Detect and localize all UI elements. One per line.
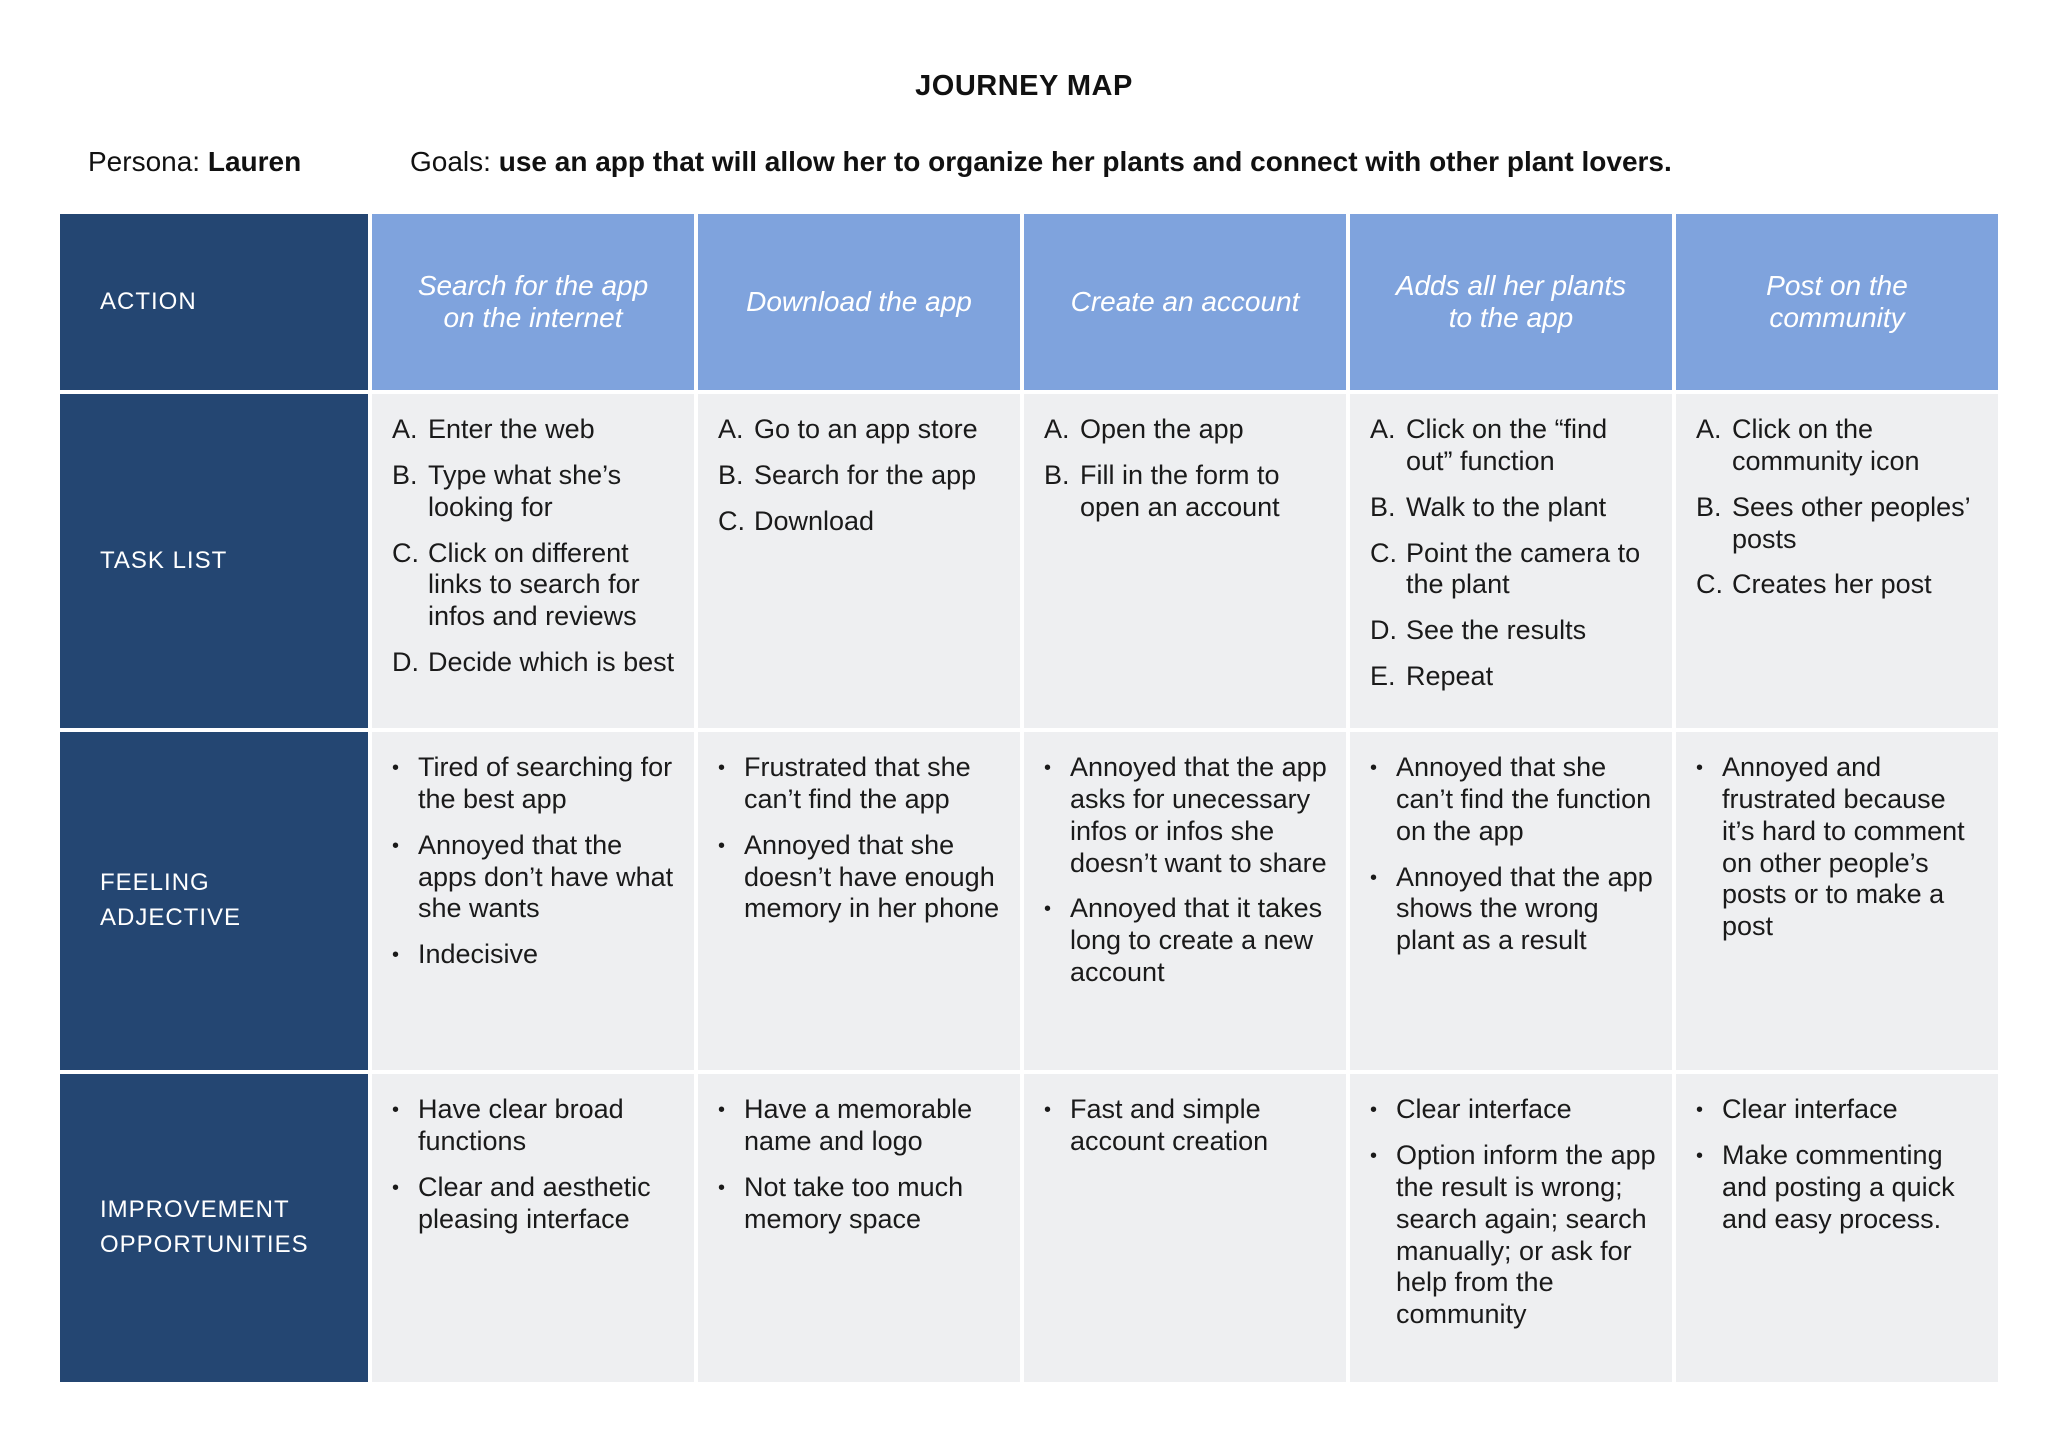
- persona-name: Lauren: [207, 146, 302, 177]
- bullet-icon: •: [1696, 757, 1704, 779]
- task-text: Search for the app: [754, 459, 977, 490]
- feeling-list: [1696, 752, 1984, 943]
- task-cell: [1024, 394, 1346, 728]
- improvement-list: [718, 1094, 1006, 1235]
- action-header-5: [1676, 214, 1998, 390]
- action-line2: on the internet: [443, 302, 623, 333]
- task-item: [1370, 492, 1658, 524]
- improvement-list: [1370, 1094, 1658, 1331]
- bullet-icon: •: [392, 1176, 400, 1199]
- feeling-list: [1044, 752, 1332, 989]
- bullet-icon: •: [392, 757, 400, 779]
- bullet-icon: •: [718, 757, 726, 779]
- task-letter: C.: [392, 537, 419, 568]
- bullet-text: Not take too much memory space: [744, 1171, 964, 1234]
- bullet-text: Annoyed that the app shows the wrong plant as a result: [1396, 861, 1653, 956]
- task-text: See the results: [1406, 615, 1587, 646]
- bullet-icon: •: [1370, 866, 1378, 889]
- row-label-line2: ADJECTIVE: [100, 904, 242, 931]
- bullet-item: [1044, 1094, 1332, 1158]
- improvement-cell: [372, 1074, 694, 1382]
- bullet-icon: •: [1370, 1099, 1378, 1121]
- journey-map-table: [60, 214, 1996, 1374]
- task-letter: C.: [1370, 537, 1397, 568]
- task-letter: B.: [392, 459, 418, 490]
- action-line1: Download the app: [746, 285, 972, 317]
- task-cell: [1676, 394, 1998, 728]
- bullet-icon: •: [1044, 757, 1052, 779]
- row-label-action-text: ACTION: [100, 287, 197, 315]
- bullet-text: Clear and aesthetic pleasing interface: [418, 1171, 651, 1234]
- bullet-icon: •: [1044, 898, 1052, 921]
- task-letter: B.: [1044, 459, 1070, 490]
- feeling-list: [1370, 752, 1658, 957]
- task-letter: D.: [1370, 615, 1397, 646]
- bullet-icon: •: [1044, 1099, 1052, 1121]
- improvement-cell: [1024, 1074, 1346, 1382]
- task-text: Download: [754, 505, 875, 536]
- action-line2: community: [1769, 302, 1905, 333]
- task-list: [1044, 414, 1332, 524]
- task-text: Decide which is best: [428, 647, 675, 678]
- row-label-line1: FEELING: [100, 869, 210, 897]
- feeling-cell: [1676, 732, 1998, 1070]
- action-line1: Adds all her plants: [1395, 269, 1627, 301]
- feeling-cell: [698, 732, 1020, 1070]
- improvement-cell: [1676, 1074, 1998, 1382]
- task-cell: [372, 394, 694, 728]
- action-line2: to the app: [1448, 302, 1574, 333]
- task-letter: B.: [718, 459, 744, 490]
- bullet-item: [718, 1172, 1006, 1236]
- task-letter: B.: [1370, 491, 1396, 522]
- row-label-line1: IMPROVEMENT: [100, 1196, 290, 1224]
- bullet-icon: •: [718, 834, 726, 857]
- row-label-action: [60, 214, 368, 390]
- bullet-item: [1370, 752, 1658, 848]
- row-label-task-list: [60, 394, 368, 728]
- page-title: JOURNEY MAP: [915, 70, 1133, 102]
- task-text: Click on the community icon: [1732, 414, 1920, 476]
- bullet-icon: •: [1370, 1145, 1378, 1167]
- task-text: Click on the “find out” function: [1406, 414, 1608, 476]
- bullet-item: [1696, 1140, 1984, 1236]
- task-text: Click on different links to search for infos and reviews: [428, 537, 640, 632]
- task-text: Creates her post: [1732, 569, 1932, 600]
- bullet-text: Have a memorable name and logo: [744, 1094, 973, 1156]
- bullet-icon: •: [1696, 1099, 1704, 1121]
- bullet-text: Annoyed that the apps don’t have what she wants: [418, 829, 674, 924]
- task-item: [392, 538, 680, 634]
- bullet-text: Indecisive: [418, 939, 539, 970]
- action-header-3: [1024, 214, 1346, 390]
- goals: [410, 146, 1672, 178]
- task-text: Open the app: [1080, 414, 1244, 444]
- task-text: Go to an app store: [754, 414, 978, 444]
- task-item: [718, 506, 1006, 538]
- improvement-list: [1044, 1094, 1332, 1158]
- bullet-item: [718, 1094, 1006, 1158]
- task-letter: A.: [1696, 414, 1722, 444]
- task-item: [1370, 615, 1658, 647]
- row-label-improvement-opportunities: [60, 1074, 368, 1382]
- task-cell: [1350, 394, 1672, 728]
- task-item: [392, 414, 680, 446]
- bullet-item: [392, 830, 680, 926]
- bullet-text: Annoyed and frustrated because it’s hard to comment on other people’s posts or to make a post: [1722, 752, 1965, 942]
- task-text: Sees other peoples’ posts: [1732, 491, 1970, 554]
- task-letter: C.: [718, 505, 745, 536]
- bullet-text: Annoyed that it takes long to create a new account: [1070, 893, 1323, 988]
- bullet-item: [1370, 1094, 1658, 1126]
- action-header-2: [698, 214, 1020, 390]
- action-header-4: [1350, 214, 1672, 390]
- task-letter: A.: [392, 414, 418, 444]
- task-text: Enter the web: [428, 414, 595, 444]
- bullet-icon: •: [1370, 757, 1378, 779]
- action-line1: Search for the app: [417, 269, 649, 301]
- bullet-text: Tired of searching for the best app: [418, 752, 673, 814]
- bullet-item: [1044, 893, 1332, 989]
- task-item: [1370, 661, 1658, 693]
- task-item: [1370, 538, 1658, 602]
- task-item: [718, 460, 1006, 492]
- bullet-text: Make commenting and posting a quick and easy process.: [1722, 1140, 1955, 1234]
- bullet-icon: •: [392, 944, 400, 967]
- improvement-list: [1696, 1094, 1984, 1236]
- task-letter: A.: [1370, 414, 1396, 444]
- action-line1: Create an account: [1070, 285, 1300, 317]
- feeling-cell: [1024, 732, 1346, 1070]
- task-text: Type what she’s looking for: [428, 459, 622, 522]
- bullet-text: Frustrated that she can’t find the app: [744, 752, 971, 814]
- persona-label: Persona:: [88, 146, 201, 177]
- task-item: [392, 647, 680, 679]
- task-text: Point the camera to the plant: [1406, 537, 1641, 600]
- task-text: Fill in the form to open an account: [1080, 459, 1280, 522]
- feeling-list: [718, 752, 1006, 925]
- task-list: [1696, 414, 1984, 601]
- feeling-list: [392, 752, 680, 971]
- bullet-item: [392, 939, 680, 971]
- bullet-item: [392, 752, 680, 816]
- task-item: [1696, 492, 1984, 556]
- task-item: [718, 414, 1006, 446]
- bullet-item: [1696, 1094, 1984, 1126]
- improvement-cell: [698, 1074, 1020, 1382]
- row-label-task-list-text: TASK LIST: [100, 546, 228, 574]
- persona: [88, 146, 301, 178]
- bullet-text: Annoyed that she doesn’t have enough memory in her phone: [744, 829, 1000, 924]
- task-item: [392, 460, 680, 524]
- improvement-cell: [1350, 1074, 1672, 1382]
- bullet-item: [1044, 752, 1332, 879]
- bullet-icon: •: [718, 1176, 726, 1199]
- bullet-icon: •: [718, 1099, 726, 1121]
- bullet-icon: •: [392, 834, 400, 857]
- task-item: [1370, 414, 1658, 478]
- bullet-icon: •: [392, 1099, 400, 1121]
- task-cell: [698, 394, 1020, 728]
- bullet-item: [718, 830, 1006, 926]
- bullet-item: [1370, 1140, 1658, 1331]
- bullet-item: [1696, 752, 1984, 943]
- task-item: [1696, 414, 1984, 478]
- action-header-1: [372, 214, 694, 390]
- task-letter: A.: [718, 414, 744, 444]
- task-list: [392, 414, 680, 679]
- task-text: Repeat: [1406, 661, 1494, 692]
- row-label-feeling-adjective: [60, 732, 368, 1070]
- feeling-cell: [372, 732, 694, 1070]
- feeling-cell: [1350, 732, 1672, 1070]
- task-item: [1044, 460, 1332, 524]
- task-letter: E.: [1370, 661, 1396, 692]
- task-text: Walk to the plant: [1406, 491, 1607, 522]
- bullet-text: Fast and simple account creation: [1070, 1094, 1269, 1156]
- task-item: [1696, 569, 1984, 601]
- bullet-text: Clear interface: [1722, 1094, 1898, 1124]
- improvement-list: [392, 1094, 680, 1235]
- task-letter: D.: [392, 647, 419, 678]
- goals-text: use an app that will allow her to organize her plants and connect with other plant lovers.: [498, 146, 1672, 177]
- bullet-text: Annoyed that she can’t find the function on the app: [1396, 752, 1652, 846]
- bullet-icon: •: [1696, 1145, 1704, 1167]
- task-letter: A.: [1044, 414, 1070, 444]
- task-list: [1370, 414, 1658, 693]
- task-letter: C.: [1696, 569, 1723, 600]
- goals-label: Goals:: [410, 146, 491, 177]
- task-item: [1044, 414, 1332, 446]
- bullet-item: [1370, 862, 1658, 958]
- row-label-line2: OPPORTUNITIES: [100, 1231, 309, 1258]
- task-list: [718, 414, 1006, 538]
- bullet-item: [718, 752, 1006, 816]
- task-letter: B.: [1696, 491, 1722, 522]
- bullet-item: [392, 1172, 680, 1236]
- bullet-text: Have clear broad functions: [418, 1094, 624, 1156]
- bullet-text: Clear interface: [1396, 1094, 1572, 1124]
- action-line1: Post on the: [1766, 269, 1908, 301]
- bullet-item: [392, 1094, 680, 1158]
- bullet-text: Option inform the app the result is wrong; search again; search manually; or ask for help from the community: [1396, 1140, 1656, 1330]
- bullet-text: Annoyed that the app asks for unecessary infos or infos she doesn’t want to share: [1070, 752, 1327, 878]
